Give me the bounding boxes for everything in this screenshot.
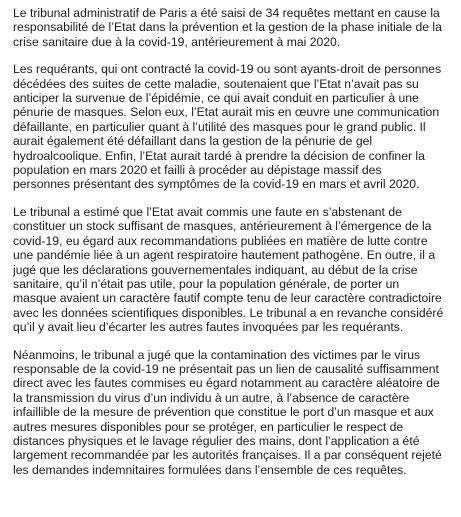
article-body bbox=[13, 6, 449, 490]
text-line: responsable de la covid-19 ne présentait pas un lien de causalité suffisamment bbox=[13, 361, 439, 376]
paragraph-intro bbox=[13, 6, 449, 49]
text-line: anticiper la survenue de l’épidémie, ce qui avait conduit en particulier à une bbox=[13, 91, 419, 106]
text-line: la transmission du virus d’un individu à un autre, à l’absence de caractère bbox=[13, 390, 410, 405]
paragraph-claims bbox=[13, 62, 449, 192]
text-line: pénurie de masques. Selon eux, l’Etat aurait mis en œuvre une communication bbox=[13, 105, 440, 120]
text-line: autres mesures disponibles pour se protéger, en particulier le respect de bbox=[13, 419, 404, 434]
text-line: Les requérants, qui ont contracté la covid-19 ou sont ayants-droit de personnes bbox=[13, 62, 442, 77]
text-line: les demandes indemnitaires formulées dans l’ensemble de ces requêtes. bbox=[13, 462, 407, 477]
text-line: Néanmoins, le tribunal a jugé que la contamination des victimes par le virus bbox=[13, 347, 421, 362]
text-line: population en mars 2020 et failli à procéder au dépistage massif des bbox=[13, 163, 382, 178]
paragraph-ruling-fault bbox=[13, 205, 449, 335]
paragraph-ruling-causality bbox=[13, 348, 449, 478]
text-line: décédées des suites de cette maladie, soutenaient que l’Etat n’avait pas su bbox=[13, 76, 419, 91]
text-line: constituer un stock suffisant de masques, antérieurement à l’émergence de la bbox=[13, 219, 432, 234]
text-line: responsabilité de l’Etat dans la prévention et la gestion de la phase initiale de la bbox=[13, 20, 442, 35]
text-line: largement recommandée par les autorités françaises. Il a par conséquent rejeté bbox=[13, 448, 442, 463]
text-line: masque avaient un caractère fautif compte tenu de leur caractère contradictoire bbox=[13, 291, 442, 306]
text-line: distances physiques et le lavage régulier des mains, dont l’application a été bbox=[13, 433, 420, 448]
text-line: Le tribunal administratif de Paris a été saisi de 34 requêtes mettant en cause la bbox=[13, 6, 440, 20]
text-line: crise sanitaire due à la covid-19, antérieurement à mai 2020. bbox=[13, 34, 341, 49]
text-line: direct avec les fautes commises eu égard notamment au caractère aléatoire de bbox=[13, 376, 440, 391]
text-line: personnes présentant des symptômes de la covid-19 en mars et avril 2020. bbox=[13, 177, 420, 192]
text-line: aurait également été défaillant dans la gestion de la pénurie de gel bbox=[13, 134, 373, 149]
text-line: hydroalcoolique. Enfin, l’Etat aurait tardé à prendre la décision de confiner la bbox=[13, 148, 425, 163]
text-line: Le tribunal a estimé que l’Etat avait commis une faute en s’abstenant de bbox=[13, 204, 402, 219]
text-line: covid-19, eu égard aux recommandations publiées en matière de lutte contre bbox=[13, 233, 428, 248]
text-line: jugé que les déclarations gouvernementales indiquant, au début de la crise bbox=[13, 262, 418, 277]
text-line: qu’il y avait lieu d’écarter les autres fautes invoquées par les requérants. bbox=[13, 320, 404, 335]
text-line: sanitaire, qu’il n’était pas utile, pour la population générale, de porter un bbox=[13, 276, 400, 291]
text-line: avec les données scientifiques disponibles. Le tribunal a en revanche considéré bbox=[13, 305, 444, 320]
text-line: une pandémie liée à un agent respiratoire hautement pathogène. En outre, il a bbox=[13, 248, 436, 263]
text-line: infaillible de la mesure de prévention que constitue le port d’un masque et aux bbox=[13, 405, 434, 420]
text-line: défaillante, en particulier quant à l’utilité des masques pour le grand public. Il bbox=[13, 119, 426, 134]
